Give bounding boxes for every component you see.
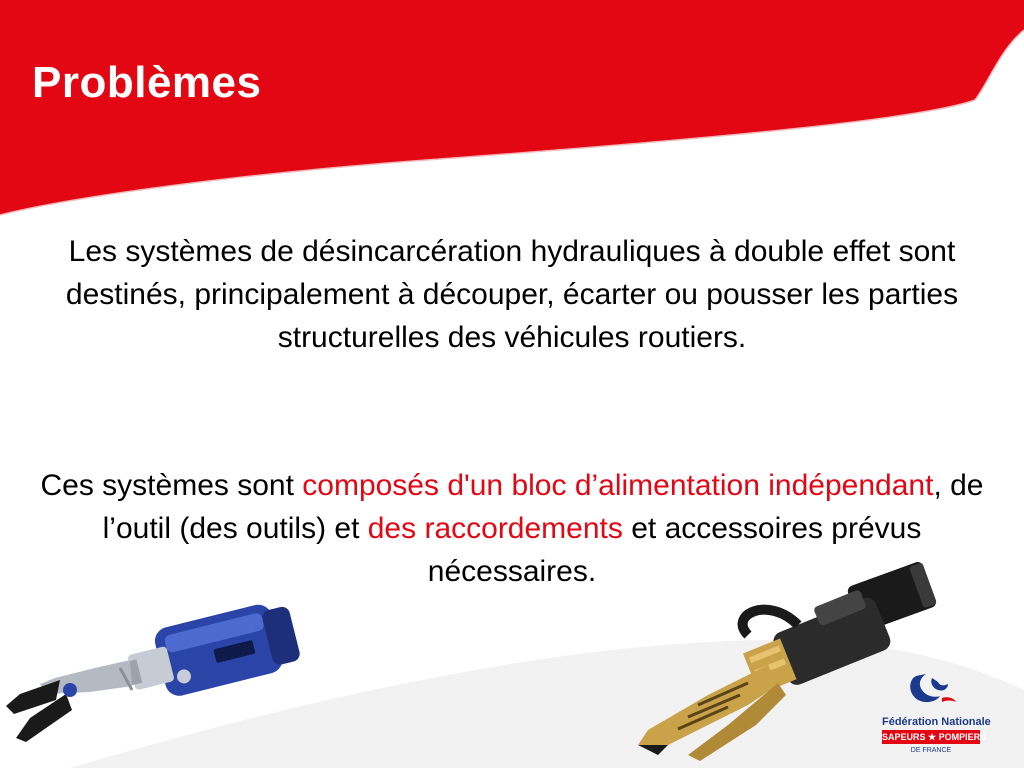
paragraph-text: , de l’outil (des outils) et	[102, 469, 984, 545]
slide-title: Problèmes	[32, 58, 262, 107]
paragraph-intro: Les systèmes de désincarcération hydrauliques à double effet sont destinés, principalement à découper, écarter ou pousser les parties structurelles des véhicules routiers.	[65, 235, 959, 354]
logo-emblem-icon	[882, 668, 980, 714]
logo-line-france: DE FRANCE	[910, 747, 952, 754]
federation-logo	[882, 668, 991, 764]
highlight-power-unit: composés d'un bloc d’alimentation indépendant	[302, 469, 934, 502]
highlight-connections: des raccordements	[367, 512, 623, 545]
hydraulic-cutter-image	[0, 598, 310, 748]
logo-line-federation: Fédération Nationale	[882, 716, 991, 728]
paragraph-text: et accessoires prévus nécessaires.	[427, 512, 922, 588]
paragraph-text: Ces systèmes sont	[40, 469, 303, 502]
logo-line-sapeurs-pompiers: SAPEURS ★ POMPIERS	[882, 732, 987, 742]
